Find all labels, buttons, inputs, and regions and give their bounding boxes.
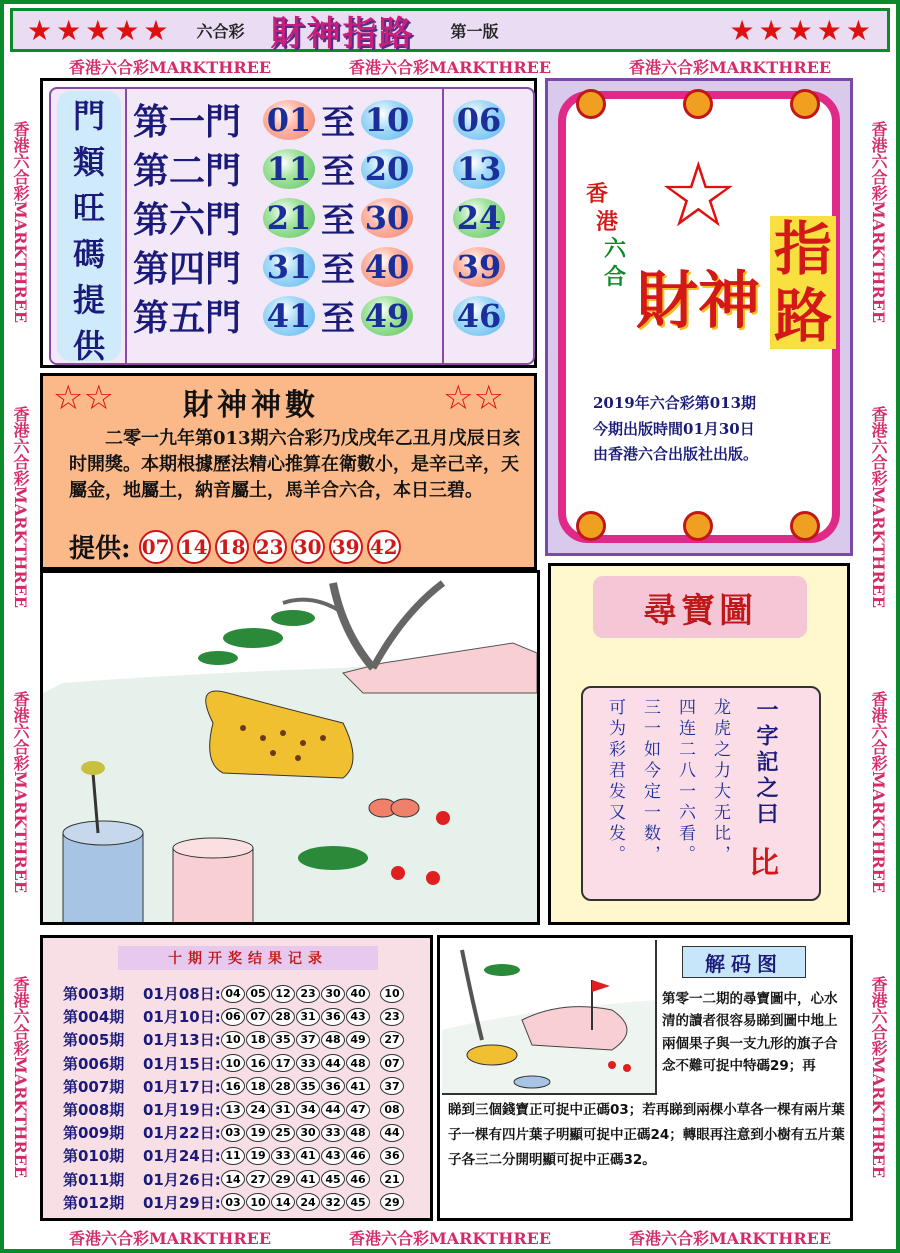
result-row xyxy=(43,1005,433,1028)
cover-small-title xyxy=(586,181,626,291)
border-text: 香港六合彩MARKTHREE xyxy=(869,976,888,1179)
bottom-border-strip xyxy=(30,1226,870,1246)
cover-line: 由香港六合出版社出版。 xyxy=(593,445,759,463)
gate-rows xyxy=(133,95,533,340)
top-border-strip xyxy=(30,55,870,75)
treasure-title: 尋寶圖 xyxy=(593,576,807,638)
result-row xyxy=(43,982,433,1005)
gate-row xyxy=(133,144,533,193)
gate-to-ball: 10 xyxy=(361,100,413,140)
result-period: 第007期 xyxy=(63,1077,125,1096)
result-numbers xyxy=(221,1077,370,1095)
result-ball: 04 xyxy=(221,985,245,1003)
provide-number: 07 xyxy=(139,530,173,564)
poem xyxy=(603,698,733,898)
result-ball: 13 xyxy=(221,1101,245,1119)
result-ball: 10 xyxy=(221,1054,245,1072)
result-special-ball: 29 xyxy=(380,1193,404,1211)
poem-column: 三一如今定一数， xyxy=(640,698,660,866)
result-date: 01月08日: xyxy=(143,985,221,1004)
result-special-ball: 37 xyxy=(380,1077,404,1095)
decode-illustration xyxy=(442,940,657,1095)
star-icon: ☆☆ xyxy=(53,378,114,418)
result-special-ball: 08 xyxy=(380,1101,404,1119)
provide-number: 14 xyxy=(177,530,211,564)
result-ball: 41 xyxy=(296,1147,320,1165)
result-ball: 10 xyxy=(246,1193,270,1211)
right-border-strip xyxy=(866,80,890,1220)
result-date: 01月10日: xyxy=(143,1008,221,1027)
decode-text-bottom: 睇到三個錢寶正可捉中正碼03；若再睇到兩棵小草各一棵有兩片葉子一棵有四片葉子明顯可捉中正碼24；轉眼再注意到小樹有五片葉子各三二分開明顯可捉中正碼32。 xyxy=(448,1102,845,1168)
cover-line: 今期出版時間01月30日 xyxy=(593,419,755,438)
result-ball: 35 xyxy=(296,1077,320,1095)
cover-char: 路 xyxy=(774,281,833,350)
result-row xyxy=(43,1075,433,1098)
gate-side-title xyxy=(57,91,121,365)
result-ball: 43 xyxy=(321,1147,345,1165)
result-ball: 14 xyxy=(221,1170,245,1188)
side-title-char: 類 xyxy=(72,143,105,181)
result-ball: 33 xyxy=(321,1124,345,1142)
result-ball: 49 xyxy=(346,1031,370,1049)
left-border-strip xyxy=(8,80,32,1220)
result-ball: 23 xyxy=(296,985,320,1003)
border-text: 香港六合彩MARKTHREE xyxy=(628,1229,832,1246)
result-ball: 28 xyxy=(271,1008,295,1026)
treasure-picture xyxy=(40,570,540,925)
result-row xyxy=(43,1028,433,1051)
result-ball: 45 xyxy=(321,1170,345,1188)
gate-to-ball: 30 xyxy=(361,198,413,238)
gate-from-ball: 11 xyxy=(263,149,315,189)
gate-to-ball: 20 xyxy=(361,149,413,189)
border-text: 香港六合彩MARKTHREE xyxy=(869,406,888,609)
header-banner xyxy=(10,8,890,52)
cover-panel xyxy=(545,78,853,556)
result-ball: 28 xyxy=(271,1077,295,1095)
numbers-provide xyxy=(69,528,405,565)
gate-panel xyxy=(40,78,537,368)
gate-label: 第二門 xyxy=(133,150,242,192)
result-ball: 18 xyxy=(246,1031,270,1049)
border-text: 香港六合彩MARKTHREE xyxy=(68,1229,272,1246)
result-date: 01月19日: xyxy=(143,1101,221,1120)
result-ball: 24 xyxy=(246,1101,270,1119)
result-row xyxy=(43,1144,433,1167)
side-title-char: 碼 xyxy=(72,235,105,273)
result-period: 第003期 xyxy=(63,985,125,1004)
result-period: 第005期 xyxy=(63,1031,125,1050)
border-text: 香港六合彩MARKTHREE xyxy=(11,976,30,1179)
result-period: 第010期 xyxy=(63,1147,125,1166)
results-title: 十期开奖结果记录 xyxy=(118,946,378,970)
result-ball: 41 xyxy=(346,1077,370,1095)
result-ball: 30 xyxy=(296,1124,320,1142)
provide-number: 18 xyxy=(215,530,249,564)
result-special-ball: 21 xyxy=(380,1170,404,1188)
result-row xyxy=(43,1121,433,1144)
poem-column: 龙虎之力大无比， xyxy=(710,698,730,866)
result-ball: 06 xyxy=(221,1008,245,1026)
gate-row xyxy=(133,242,533,291)
scroll xyxy=(581,686,821,901)
poem-column: 四连二八一六看。 xyxy=(675,698,695,866)
cover-char: 香 xyxy=(586,181,609,207)
result-numbers xyxy=(221,1193,370,1211)
result-row xyxy=(43,1098,433,1121)
decode-title: 解码图 xyxy=(682,946,806,978)
result-special-ball: 10 xyxy=(380,985,404,1003)
gate-label: 第四門 xyxy=(133,248,242,290)
gate-zhi: 至 xyxy=(321,201,355,241)
result-numbers xyxy=(221,1031,370,1049)
provide-number: 39 xyxy=(329,530,363,564)
result-ball: 32 xyxy=(321,1193,345,1211)
result-ball: 40 xyxy=(346,985,370,1003)
gate-from-ball: 31 xyxy=(263,247,315,287)
side-title-char: 旺 xyxy=(72,189,105,227)
result-ball: 03 xyxy=(221,1193,245,1211)
gate-row xyxy=(133,291,533,340)
gate-label: 第六門 xyxy=(133,199,242,241)
cover-big-title: 財神 xyxy=(636,264,761,337)
gate-zhi: 至 xyxy=(321,299,355,339)
result-date: 01月29日: xyxy=(143,1193,221,1212)
result-ball: 48 xyxy=(321,1031,345,1049)
provide-number: 30 xyxy=(291,530,325,564)
result-special-ball: 27 xyxy=(380,1031,404,1049)
result-period: 第008期 xyxy=(63,1101,125,1120)
cover-info xyxy=(593,391,758,468)
star-icon: ☆☆ xyxy=(443,378,504,418)
result-ball: 16 xyxy=(246,1054,270,1072)
result-numbers xyxy=(221,1101,370,1119)
result-date: 01月26日: xyxy=(143,1170,221,1189)
result-numbers xyxy=(221,1170,370,1188)
numbers-panel xyxy=(40,373,537,570)
result-ball: 24 xyxy=(296,1193,320,1211)
numbers-body: 二零一九年第013期六合彩乃戊戌年乙丑月戊辰日亥时開獎。本期根據歷法精心推算在衛數小，是辛己辛，天屬金，地屬土，納音屬土，馬羊合六合，本日三碧。 xyxy=(69,428,521,502)
result-ball: 47 xyxy=(346,1101,370,1119)
treasure-panel xyxy=(548,563,850,925)
border-text: 香港六合彩MARKTHREE xyxy=(11,691,30,894)
result-date: 01月15日: xyxy=(143,1054,221,1073)
result-ball: 07 xyxy=(246,1008,270,1026)
result-ball: 16 xyxy=(221,1077,245,1095)
treasure-illustration xyxy=(43,573,537,922)
side-title-char: 供 xyxy=(72,327,105,365)
gate-to-ball: 49 xyxy=(361,296,413,336)
result-ball: 41 xyxy=(296,1170,320,1188)
cover-char: 合 xyxy=(604,263,627,290)
result-ball: 33 xyxy=(296,1054,320,1072)
provide-numbers xyxy=(139,530,405,564)
header-edition: 第一版 xyxy=(450,21,499,41)
gate-pick-ball: 13 xyxy=(453,149,505,189)
scroll-side-text: 一字記之曰 xyxy=(753,698,779,828)
result-ball: 48 xyxy=(346,1124,370,1142)
result-ball: 36 xyxy=(321,1008,345,1026)
result-numbers xyxy=(221,1008,370,1026)
gate-zhi: 至 xyxy=(321,103,355,143)
header-stars-right: ★★★★★ xyxy=(729,13,875,47)
result-ball: 30 xyxy=(321,985,345,1003)
result-period: 第011期 xyxy=(63,1170,125,1189)
result-row xyxy=(43,1052,433,1075)
result-ball: 29 xyxy=(271,1170,295,1188)
gate-pick-ball: 46 xyxy=(453,296,505,336)
border-text: 香港六合彩MARKTHREE xyxy=(11,121,30,324)
header-title: 財神指路 xyxy=(270,13,415,54)
result-ball: 27 xyxy=(246,1170,270,1188)
provide-label: 提供: xyxy=(69,534,131,564)
gate-to-ball: 40 xyxy=(361,247,413,287)
result-ball: 46 xyxy=(346,1147,370,1165)
result-ball: 12 xyxy=(271,985,295,1003)
numbers-title: 財神神數 xyxy=(183,388,319,423)
result-ball: 10 xyxy=(221,1031,245,1049)
result-ball: 17 xyxy=(271,1054,295,1072)
result-period: 第012期 xyxy=(63,1193,125,1212)
result-ball: 14 xyxy=(271,1193,295,1211)
cover-char: 港 xyxy=(596,208,619,235)
result-ball: 35 xyxy=(271,1031,295,1049)
result-ball: 11 xyxy=(221,1147,245,1165)
border-text: 香港六合彩MARKTHREE xyxy=(11,406,30,609)
result-period: 第009期 xyxy=(63,1124,125,1143)
result-row xyxy=(43,1168,433,1191)
side-title-char: 提 xyxy=(72,281,105,319)
border-text: 香港六合彩MARKTHREE xyxy=(68,58,272,75)
cover-char: 指 xyxy=(774,215,833,283)
provide-number: 42 xyxy=(367,530,401,564)
provide-number: 23 xyxy=(253,530,287,564)
poem-column: 可为彩君发又发。 xyxy=(605,698,625,866)
result-special-ball: 07 xyxy=(380,1054,404,1072)
result-ball: 31 xyxy=(271,1101,295,1119)
result-ball: 44 xyxy=(321,1054,345,1072)
result-ball: 44 xyxy=(321,1101,345,1119)
result-special-ball: 44 xyxy=(380,1124,404,1142)
big-star-icon: ☆ xyxy=(658,143,739,248)
border-text: 香港六合彩MARKTHREE xyxy=(869,691,888,894)
header-stars-left: ★★★★★ xyxy=(27,13,173,47)
gate-row xyxy=(133,193,533,242)
result-date: 01月13日: xyxy=(143,1031,221,1050)
result-row xyxy=(43,1191,433,1214)
border-text: 香港六合彩MARKTHREE xyxy=(628,58,832,75)
result-numbers xyxy=(221,1054,370,1072)
cover-line: 2019年六合彩第013期 xyxy=(593,394,757,412)
scroll-side-char: 比 xyxy=(749,846,779,881)
result-ball: 46 xyxy=(346,1170,370,1188)
result-ball: 45 xyxy=(346,1193,370,1211)
result-period: 第006期 xyxy=(63,1054,125,1073)
gate-from-ball: 21 xyxy=(263,198,315,238)
border-text: 香港六合彩MARKTHREE xyxy=(869,121,888,324)
gate-row xyxy=(133,95,533,144)
border-text: 香港六合彩MARKTHREE xyxy=(348,58,552,75)
result-ball: 33 xyxy=(271,1147,295,1165)
gate-pick-ball: 39 xyxy=(453,247,505,287)
result-ball: 43 xyxy=(346,1008,370,1026)
result-period: 第004期 xyxy=(63,1008,125,1027)
result-ball: 19 xyxy=(246,1147,270,1165)
result-ball: 36 xyxy=(321,1077,345,1095)
gate-label: 第五門 xyxy=(133,297,242,339)
result-ball: 48 xyxy=(346,1054,370,1072)
gate-zhi: 至 xyxy=(321,152,355,192)
result-special-ball: 36 xyxy=(380,1147,404,1165)
result-date: 01月22日: xyxy=(143,1124,221,1143)
gate-from-ball: 41 xyxy=(263,296,315,336)
decode-picture xyxy=(442,940,657,1095)
gate-label: 第一門 xyxy=(133,101,242,143)
result-ball: 19 xyxy=(246,1124,270,1142)
decode-panel xyxy=(437,935,853,1221)
gate-pick-ball: 24 xyxy=(453,198,505,238)
side-title-char: 門 xyxy=(72,97,105,135)
result-numbers xyxy=(221,1147,370,1165)
result-date: 01月24日: xyxy=(143,1147,221,1166)
border-text: 香港六合彩MARKTHREE xyxy=(348,1229,552,1246)
result-ball: 31 xyxy=(296,1008,320,1026)
result-ball: 25 xyxy=(271,1124,295,1142)
results-panel xyxy=(40,935,433,1221)
cover-char: 六 xyxy=(604,236,627,262)
decode-text-right: 第零一二期的尋寶圖中，心水清的讀者很容易睇到圖中地上兩個果子與一支九形的旗子合念不難可捉中特碼29；再 xyxy=(662,991,838,1074)
result-ball: 34 xyxy=(296,1101,320,1119)
results-table xyxy=(43,982,433,1214)
result-ball: 37 xyxy=(296,1031,320,1049)
result-ball: 03 xyxy=(221,1124,245,1142)
cover-side-title xyxy=(770,216,836,349)
header-left-label: 六合彩 xyxy=(196,21,245,41)
result-numbers xyxy=(221,985,370,1003)
result-special-ball: 23 xyxy=(380,1008,404,1026)
gate-pick-ball: 06 xyxy=(453,100,505,140)
result-ball: 18 xyxy=(246,1077,270,1095)
gate-from-ball: 01 xyxy=(263,100,315,140)
gate-zhi: 至 xyxy=(321,250,355,290)
result-numbers xyxy=(221,1124,370,1142)
result-date: 01月17日: xyxy=(143,1077,221,1096)
result-ball: 05 xyxy=(246,985,270,1003)
